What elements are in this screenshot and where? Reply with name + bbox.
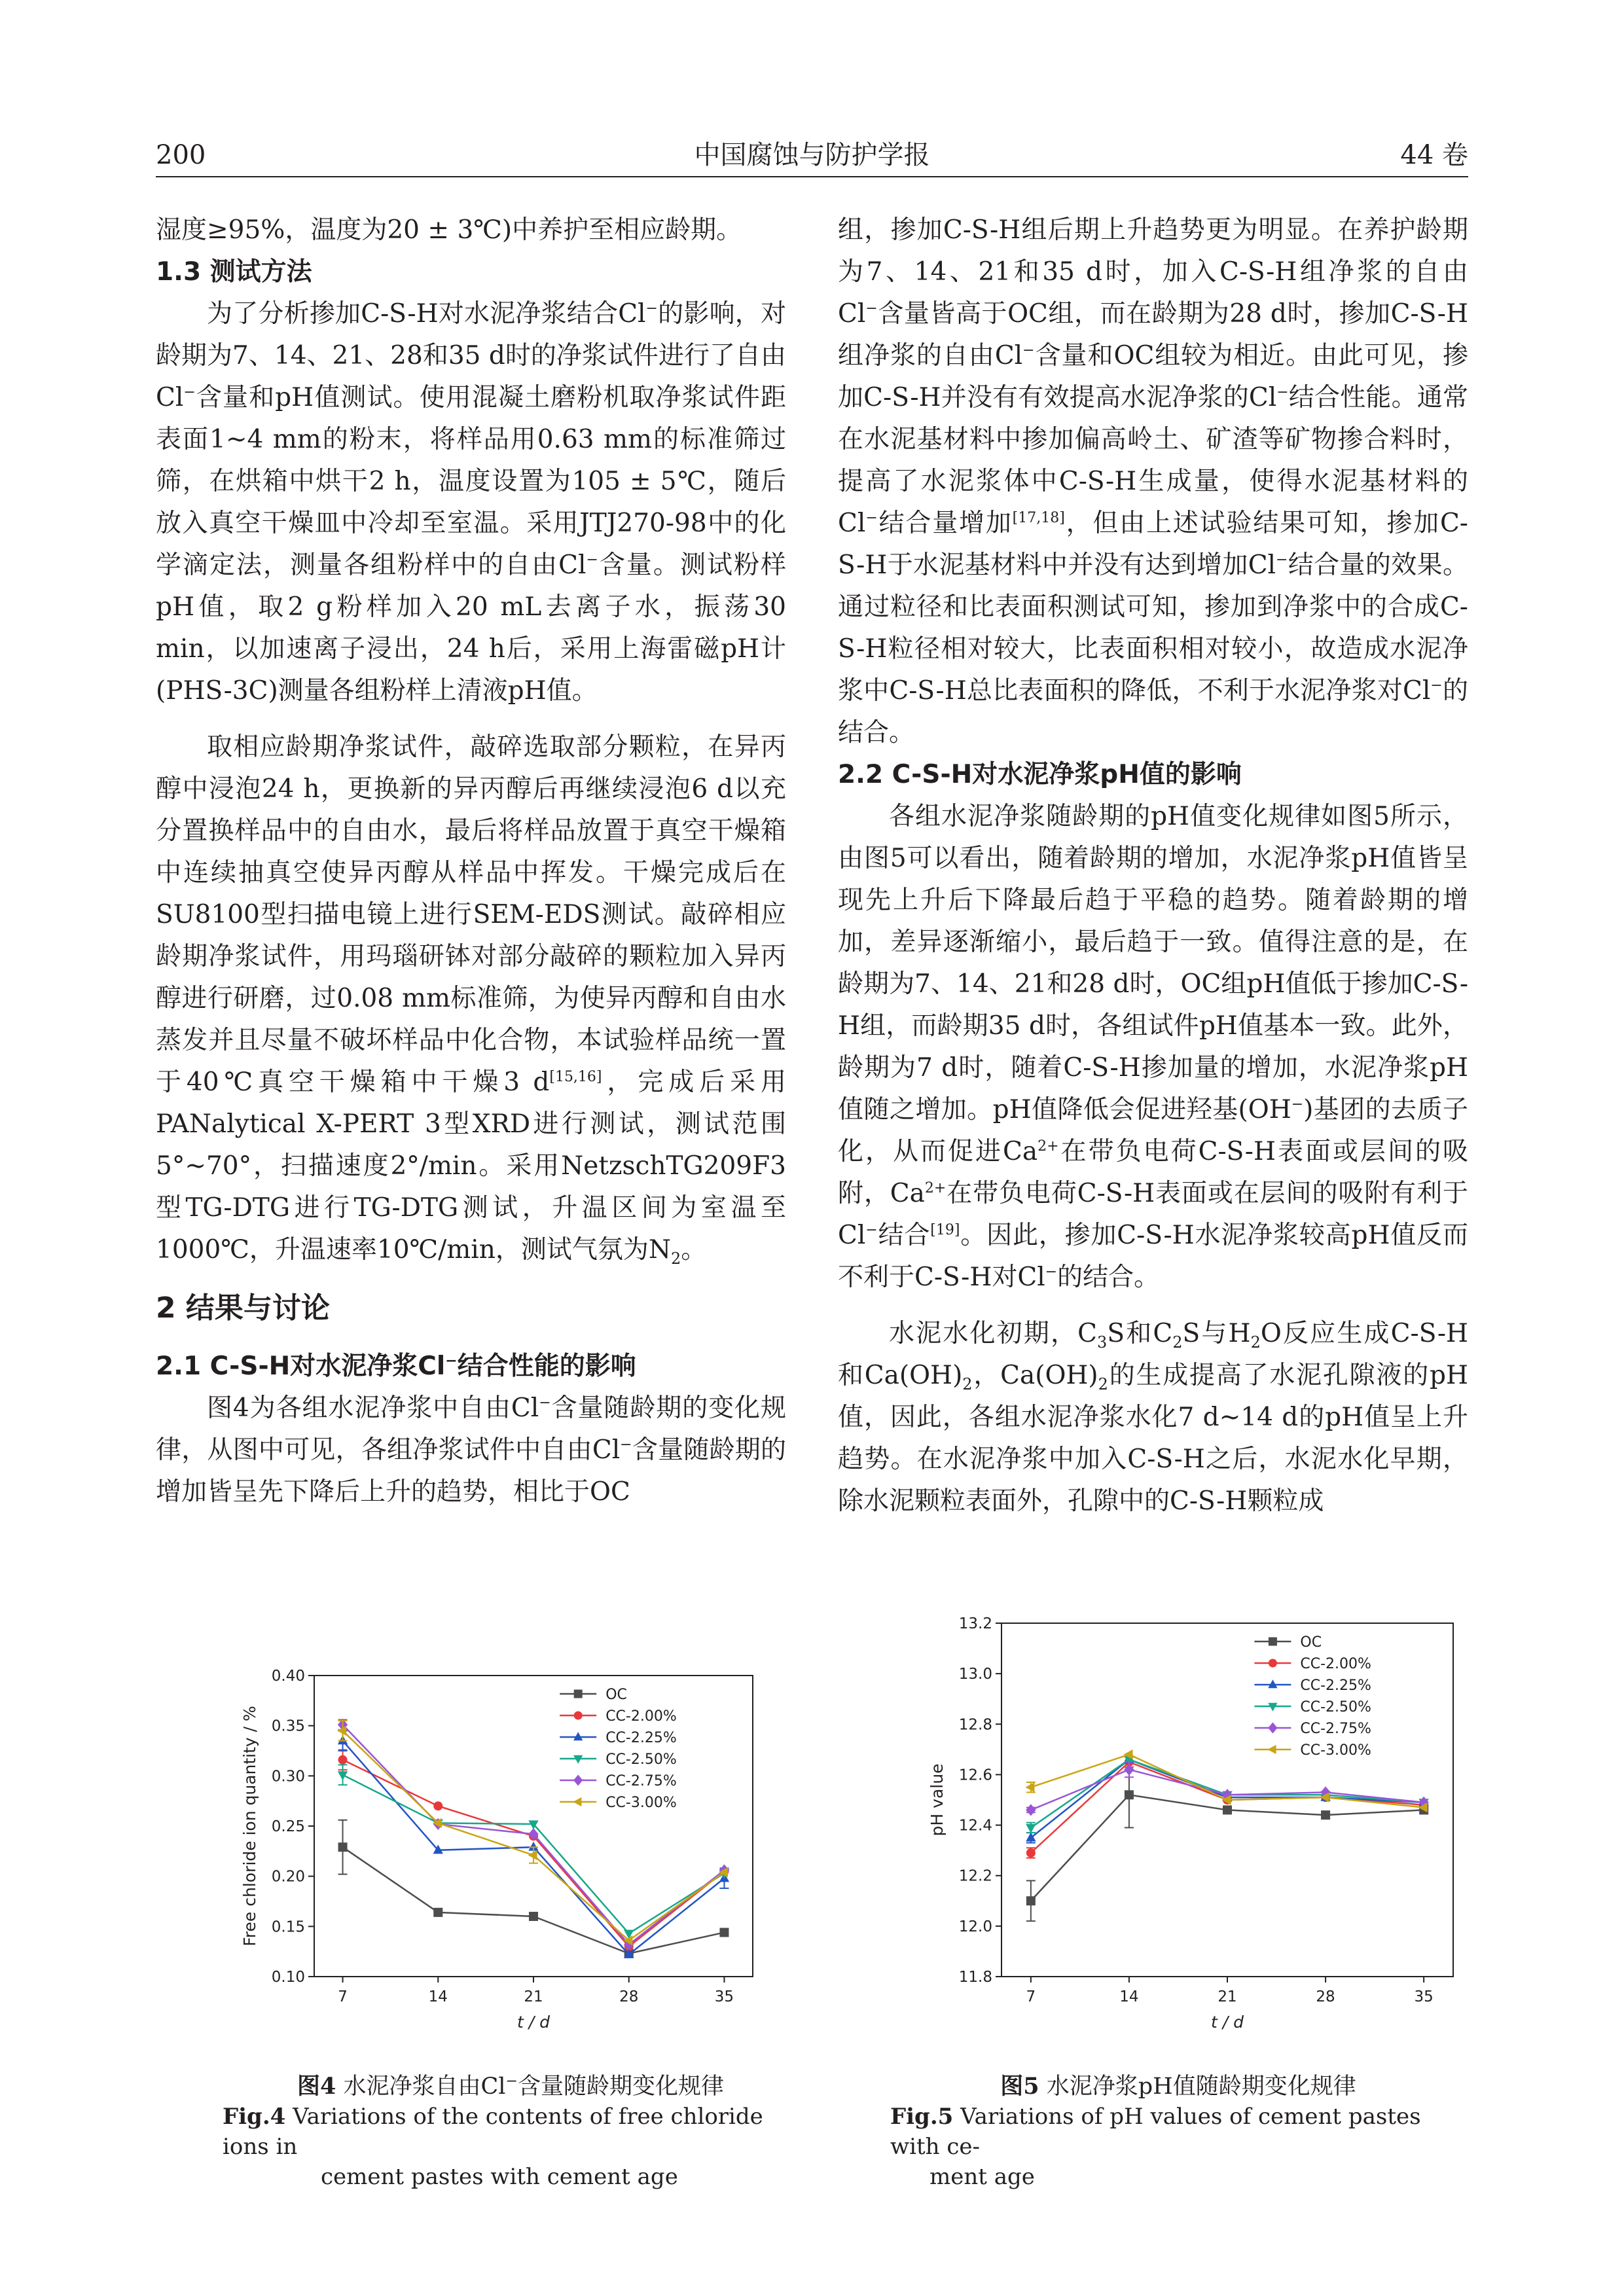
legend-label: CC-2.50% (605, 1751, 677, 1768)
data-point (1026, 1832, 1036, 1841)
data-point (1026, 1848, 1036, 1857)
paragraph: 为了分析掺加C-S-H对水泥净浆结合Cl−的影响，对龄期为7、14、21、28和35 d时的净浆试件进行了自由Cl−含量和pH值测试。使用混凝土磨粉机取净浆试件距表面1~4 mm的粉末，将样品用0.63 mm的标准筛过筛，在烘箱中烘干2 h，温度设置为105 ± 5℃，随后放入真空干燥皿中冷却至室温。采用JTJ270-98中的化学滴定法，测量各组粉样中的自由Cl−含量。测试粉样pH值，取2 g粉样加入20 mL去离子水，振荡30 min，以加速离子浸出，24 h后，采用上海雷磁pH计(PHS-3C)测量各组粉样上清液pH值。 (156, 299, 786, 706)
data-point (338, 1755, 348, 1765)
data-point (573, 1732, 583, 1740)
figure-4-caption: 图4 水泥净浆自由Cl−含量随龄期变化规律 Fig.4 Variations of the contents of free chloride ions in cement pastes with cement age (223, 2073, 763, 2190)
x-tick-label: 35 (714, 1988, 734, 2005)
data-point (719, 1928, 729, 1937)
y-tick-label: 0.40 (271, 1669, 305, 1685)
series-OC (338, 1820, 729, 1958)
x-tick-label: 28 (1316, 1988, 1335, 2005)
section-heading-2-1: 2.1 C-S-H对水泥净浆Cl−结合性能的影响 (156, 1352, 636, 1381)
data-point (1026, 1804, 1036, 1816)
citation: [17,18] (1012, 510, 1065, 526)
data-point (1268, 1723, 1277, 1734)
data-point (1026, 1824, 1036, 1833)
section-heading-1-3: 1.3 测试方法 (156, 257, 312, 287)
x-axis-label: t / d (1211, 2013, 1244, 2032)
chart-free-chloride (196, 1669, 766, 2036)
chart-ph-value (890, 1617, 1466, 2036)
paragraph: 图4为各组水泥净浆中自由Cl−含量随龄期的变化规律，从图中可见，各组净浆试件中自由Cl−含量随龄期的增加皆呈先下降后上升的趋势，相比于OC (156, 1393, 786, 1507)
left-column (156, 209, 786, 1513)
y-tick-label: 12.8 (958, 1716, 992, 1734)
paragraph: 各组水泥净浆随龄期的pH值变化规律如图5所示，由图5可以看出，随着龄期的增加，水泥净浆pH值皆呈现先上升后下降最后趋于平稳的趋势。随着龄期的增加，差异逐渐缩小，最后趋于一致。值得注意的是，在龄期为7、14、21和28 d时，OC组pH值低于掺加C-S-H组，而龄期35 d时，各组试件pH值基本一致。此外，龄期为7 d时，随着C-S-H掺加量的增加，水泥净浆pH值随之增加。pH值降低会促进羟基(OH−)基团的去质子化，从而促进$Ca^{2+}$在带负电荷C-S-H表面或层间的吸附，$Ca^{2+}$在带负电荷C-S-H表面或在层间的吸附有利于Cl−结合[19]。因此，掺加C-S-H水泥净浆较高pH值反而不利于C-S-H对Cl−的结合。 (838, 802, 1469, 1292)
y-tick-label: 11.8 (958, 1969, 992, 1986)
y-tick-label: 0.30 (271, 1768, 305, 1785)
series-OC (1026, 1762, 1428, 1921)
section-heading-2: 2 结果与讨论 (156, 1291, 330, 1325)
y-tick-label: 12.6 (958, 1767, 992, 1784)
x-tick-label: 14 (428, 1988, 448, 2005)
data-point (1269, 1638, 1277, 1646)
figure-5-caption: 图5 水泥净浆pH值随龄期变化规律 Fig.5 Variations of pH values of cement pastes with ce- ment age (890, 2073, 1421, 2190)
data-point (1026, 1896, 1036, 1905)
y-tick-label: 0.35 (271, 1717, 305, 1735)
data-point (1269, 1659, 1277, 1668)
data-point (573, 1755, 583, 1764)
section-heading-2-2: 2.2 C-S-H对水泥净浆pH值的影响 (838, 760, 1242, 789)
data-point (1268, 1679, 1277, 1688)
x-tick-label: 28 (619, 1988, 639, 2005)
data-point (1223, 1805, 1232, 1814)
data-point (433, 1801, 442, 1810)
x-tick-label: 21 (1218, 1988, 1237, 2005)
page-header (156, 134, 1468, 177)
page-number: 200 (156, 140, 206, 170)
legend-label: CC-2.25% (605, 1730, 677, 1746)
y-tick-label: 0.20 (271, 1868, 305, 1886)
y-axis-label: pH value (928, 1763, 947, 1837)
legend-label: CC-2.75% (1300, 1721, 1371, 1737)
data-point (528, 1850, 537, 1860)
data-point (574, 1712, 583, 1720)
paragraph: 组，掺加C-S-H组后期上升趋势更为明显。在养护龄期为7、14、21和35 d时，加入C-S-H组净浆的自由Cl−含量皆高于OC组，而在龄期为28 d时，掺加C-S-H组净浆的自由Cl−含量和OC组较为相近。由此可见，掺加C-S-H并没有有效提高水泥净浆的Cl−结合性能。通常在水泥基材料中掺加偏高岭土、矿渣等矿物掺合料时，提高了水泥浆体中C-S-H生成量，使得水泥基材料的Cl−结合量增加[17,18]，但由上述试验结果可知，掺加C-S-H于水泥基材料中并没有达到增加Cl−结合量的效果。通过粒径和比表面积测试可知，掺加到净浆中的合成C-S-H粒径相对较大，比表面积相对较小，故造成水泥净浆中C-S-H总比表面积的降低，不利于水泥净浆对Cl−的结合。 (838, 215, 1468, 747)
legend-label: OC (605, 1687, 627, 1703)
y-axis-label: Free chloride ion quantity / % (240, 1706, 259, 1946)
paragraph: 水泥水化初期，$C_3S$和$C_2S$与$H_2O$反应生成C-S-H和$Ca(OH)_2$，$Ca(OH)_2$的生成提高了水泥孔隙液的pH值，因此，各组水泥净浆水化7 d~14 d的pH值呈上升趋势。在水泥净浆中加入C-S-H之后，水泥水化早期，除水泥颗粒表面外，孔隙中的C-S-H颗粒成 (838, 1319, 1469, 1516)
legend-label: CC-3.00% (1300, 1742, 1371, 1759)
data-point (1268, 1703, 1277, 1712)
y-tick-label: 13.0 (958, 1666, 992, 1683)
paragraph: 取相应龄期净浆试件，敲碎选取部分颗粒，在异丙醇中浸泡24 h，更换新的异丙醇后再继续浸泡6 d以充分置换样品中的自由水，最后将样品放置于真空干燥箱中连续抽真空使异丙醇从样品中挥发。干燥完成后在SU8100型扫描电镜上进行SEM-EDS测试。敲碎相应龄期净浆试件，用玛瑙研钵对部分敲碎的颗粒加入异丙醇进行研磨，过0.08 mm标准筛，为使异丙醇和自由水蒸发并且尽量不破坏样品中化合物，本试验样品统一置于40℃真空干燥箱中干燥3 d[15,16]，完成后采用PANalytical X-PERT 3型XRD进行测试，测试范围5°~70°，扫描速度2°/min。采用NetzschTG209F3型TG-DTG进行TG-DTG测试，升温区间为室温至1000℃，升温速率10℃/min，测试气氛为$N_2$。 (156, 732, 786, 1268)
data-point (574, 1690, 583, 1698)
legend-label: CC-2.25% (1300, 1677, 1371, 1694)
x-axis-label: t / d (517, 2013, 550, 2032)
data-point (1268, 1745, 1276, 1754)
right-column (838, 209, 1468, 1522)
figure-5 (890, 1617, 1466, 2038)
volume-label: 44 卷 (1400, 140, 1468, 170)
figure-4 (196, 1669, 766, 2038)
x-tick-label: 21 (524, 1988, 543, 2005)
y-tick-label: 12.0 (958, 1918, 992, 1935)
journal-title: 中国腐蚀与防护学报 (694, 140, 930, 170)
data-point (573, 1775, 583, 1786)
citation: [19] (930, 1222, 960, 1238)
data-point (433, 1908, 442, 1917)
citation: [15,16] (549, 1069, 602, 1085)
paragraph: 湿度≥95%，温度为20 ± 3℃)中养护至相应龄期。 (156, 215, 742, 245)
legend-label: CC-2.75% (605, 1773, 677, 1789)
legend-label: CC-3.00% (605, 1795, 677, 1811)
legend-label: OC (1300, 1634, 1322, 1651)
y-tick-label: 0.25 (271, 1818, 305, 1835)
y-tick-label: 12.4 (958, 1817, 992, 1835)
legend-label: CC-2.50% (1300, 1699, 1371, 1715)
y-tick-label: 13.2 (958, 1617, 992, 1632)
data-point (338, 1842, 348, 1852)
x-tick-label: 7 (338, 1988, 348, 2005)
y-tick-label: 12.2 (958, 1867, 992, 1885)
legend-label: CC-2.00% (1300, 1656, 1371, 1672)
data-point (573, 1797, 581, 1806)
data-point (1125, 1790, 1134, 1799)
x-tick-label: 35 (1414, 1988, 1434, 2005)
x-tick-label: 14 (1119, 1988, 1139, 2005)
y-tick-label: 0.10 (271, 1969, 305, 1986)
y-tick-label: 0.15 (271, 1918, 305, 1936)
data-point (1025, 1782, 1034, 1792)
x-tick-label: 7 (1026, 1988, 1036, 2005)
legend-label: CC-2.00% (605, 1708, 677, 1725)
data-point (529, 1912, 538, 1921)
data-point (1321, 1810, 1330, 1820)
